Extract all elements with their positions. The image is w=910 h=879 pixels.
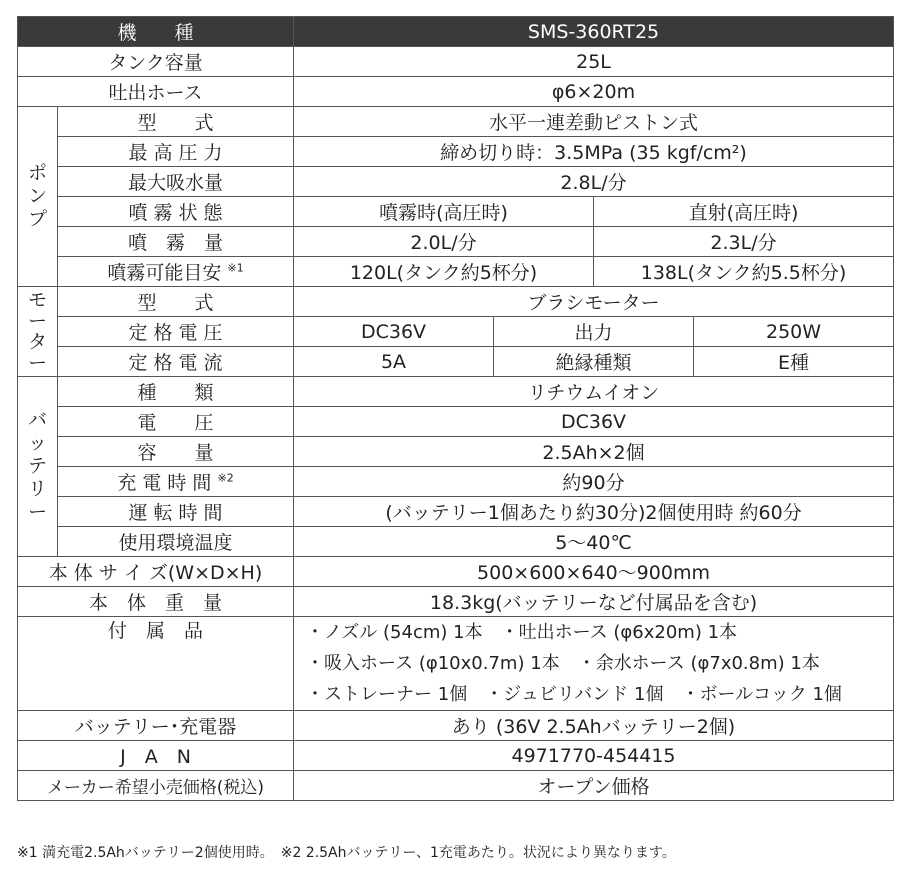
weight-row — [18, 587, 894, 617]
motor-current-label: 定 格 電 流 — [58, 347, 294, 377]
hose-label: 吐出ホース — [18, 77, 294, 107]
size-label: 本 体 サ イ ズ(W×D×H) — [18, 557, 294, 587]
pump-max-pressure-value: 締め切り時：3.5MPa (35 kgf/cm²) — [294, 137, 894, 167]
motor-current-row — [18, 347, 894, 377]
motor-group-char: ー — [27, 309, 47, 332]
spray-state-value-2: 直射(高圧時) — [594, 197, 894, 227]
pump-group-char: プ — [27, 208, 47, 230]
battery-charger-value: あり (36V 2.5Ahバッテリー2個) — [294, 711, 894, 741]
spray-state-row — [18, 197, 894, 227]
battery-kind-row — [18, 377, 894, 407]
battery-charger-row — [18, 711, 894, 741]
battery-kind-label: 種 類 — [58, 377, 294, 407]
battery-temp-row — [18, 527, 894, 557]
battery-voltage-label: 電 圧 — [58, 407, 294, 437]
size-row — [18, 557, 894, 587]
pump-type-value: 水平一連差動ピストン式 — [294, 107, 894, 137]
tank-label: タンク容量 — [18, 47, 294, 77]
weight-label: 本 体 重 量 — [18, 587, 294, 617]
battery-group-char: リ — [27, 478, 47, 500]
accessories-label: 付 属 品 — [18, 617, 294, 711]
price-row — [18, 771, 894, 801]
battery-temp-label: 使用環境温度 — [58, 527, 294, 557]
motor-group-char: ー — [27, 351, 47, 374]
battery-runtime-value: (バッテリー1個あたり約30分)2個使用時 約60分 — [294, 497, 894, 527]
spray-amount-value-1: 2.0L/分 — [294, 227, 594, 257]
spray-state-value-1: 噴霧時(高圧時) — [294, 197, 594, 227]
spray-capacity-value-2: 138L(タンク約5.5杯分) — [594, 257, 894, 287]
motor-current-value: 5A — [294, 347, 494, 377]
price-label: メーカー希望小売価格(税込) — [18, 771, 294, 801]
spray-capacity-value-1: 120L(タンク約5杯分) — [294, 257, 594, 287]
motor-voltage-label: 定 格 電 圧 — [58, 317, 294, 347]
tank-value: 25L — [294, 47, 894, 77]
battery-temp-value: 5～40℃ — [294, 527, 894, 557]
accessories-list — [294, 617, 894, 711]
battery-capacity-label: 容 量 — [58, 437, 294, 467]
model-row — [18, 17, 894, 47]
spec-table — [17, 16, 894, 801]
accessory-line: ・吸入ホース (φ10x0.7m) 1本 ・余水ホース (φ7x0.8m) 1本 — [306, 653, 820, 674]
pump-max-suction-value: 2.8L/分 — [294, 167, 894, 197]
motor-voltage-row — [18, 317, 894, 347]
motor-output-value: 250W — [694, 317, 894, 347]
pump-group-label — [18, 107, 58, 287]
pump-type-row — [18, 107, 894, 137]
spray-amount-row — [18, 227, 894, 257]
spray-state-label: 噴 霧 状 態 — [58, 197, 294, 227]
battery-charge-row — [18, 467, 894, 497]
pump-max-pressure-label: 最 高 圧 力 — [58, 137, 294, 167]
footnote-mark-1: ※1 — [227, 261, 244, 275]
spray-amount-value-2: 2.3L/分 — [594, 227, 894, 257]
accessories-row — [18, 617, 894, 711]
motor-output-label: 出力 — [494, 317, 694, 347]
spray-amount-label: 噴 霧 量 — [58, 227, 294, 257]
jan-value: 4971770-454415 — [294, 741, 894, 771]
accessory-line: ・ノズル (54cm) 1本 ・吐出ホース (φ6x20m) 1本 — [306, 622, 738, 643]
motor-group-label — [18, 287, 58, 377]
battery-group-char: ー — [27, 501, 47, 523]
battery-voltage-value: DC36V — [294, 407, 894, 437]
pump-group-char: ポ — [27, 162, 47, 184]
battery-group-char: バ — [27, 409, 47, 431]
battery-runtime-row — [18, 497, 894, 527]
hose-value: φ6×20m — [294, 77, 894, 107]
battery-capacity-value: 2.5Ah×2個 — [294, 437, 894, 467]
tank-row — [18, 47, 894, 77]
battery-voltage-row — [18, 407, 894, 437]
model-label: 機 種 — [18, 17, 294, 47]
battery-charge-label: 充 電 時 間 — [117, 472, 212, 494]
motor-group-char: タ — [27, 330, 47, 353]
motor-insulation-label: 絶縁種類 — [494, 347, 694, 377]
battery-charge-value: 約90分 — [294, 467, 894, 497]
footnote: ※1 満充電2.5Ahバッテリー2個使用時。 ※2 2.5Ahバッテリー、1充電あたり。状況により異なります。 — [17, 845, 676, 861]
battery-charge-label-cell — [58, 467, 294, 497]
pump-type-label: 型 式 — [58, 107, 294, 137]
battery-runtime-label: 運 転 時 間 — [58, 497, 294, 527]
battery-group-char: ッ — [27, 432, 47, 454]
accessory-line: ・ストレーナー 1個 ・ジュビリバンド 1個 ・ボールコック 1個 — [306, 684, 842, 705]
spray-capacity-row — [18, 257, 894, 287]
battery-kind-value: リチウムイオン — [294, 377, 894, 407]
size-value: 500×600×640～900mm — [294, 557, 894, 587]
battery-capacity-row — [18, 437, 894, 467]
spray-capacity-label: 噴霧可能目安 — [107, 262, 222, 284]
jan-row — [18, 741, 894, 771]
pump-group-char: ン — [27, 185, 47, 207]
battery-group-char: テ — [27, 455, 47, 477]
motor-voltage-value: DC36V — [294, 317, 494, 347]
motor-type-value: ブラシモーター — [294, 287, 894, 317]
motor-type-label: 型 式 — [58, 287, 294, 317]
spray-capacity-label-cell — [58, 257, 294, 287]
pump-max-suction-row — [18, 167, 894, 197]
hose-row — [18, 77, 894, 107]
pump-max-suction-label: 最大吸水量 — [58, 167, 294, 197]
battery-charger-label: バッテリー･充電器 — [18, 711, 294, 741]
weight-value: 18.3kg(バッテリーなど付属品を含む) — [294, 587, 894, 617]
model-value: SMS-360RT25 — [294, 17, 894, 47]
motor-group-char: モ — [27, 288, 47, 311]
pump-max-pressure-row — [18, 137, 894, 167]
battery-group-label — [18, 377, 58, 557]
jan-label: J A N — [18, 741, 294, 771]
motor-insulation-value: E種 — [694, 347, 894, 377]
price-value: オープン価格 — [294, 771, 894, 801]
footnote-mark-2: ※2 — [217, 471, 234, 485]
motor-type-row — [18, 287, 894, 317]
